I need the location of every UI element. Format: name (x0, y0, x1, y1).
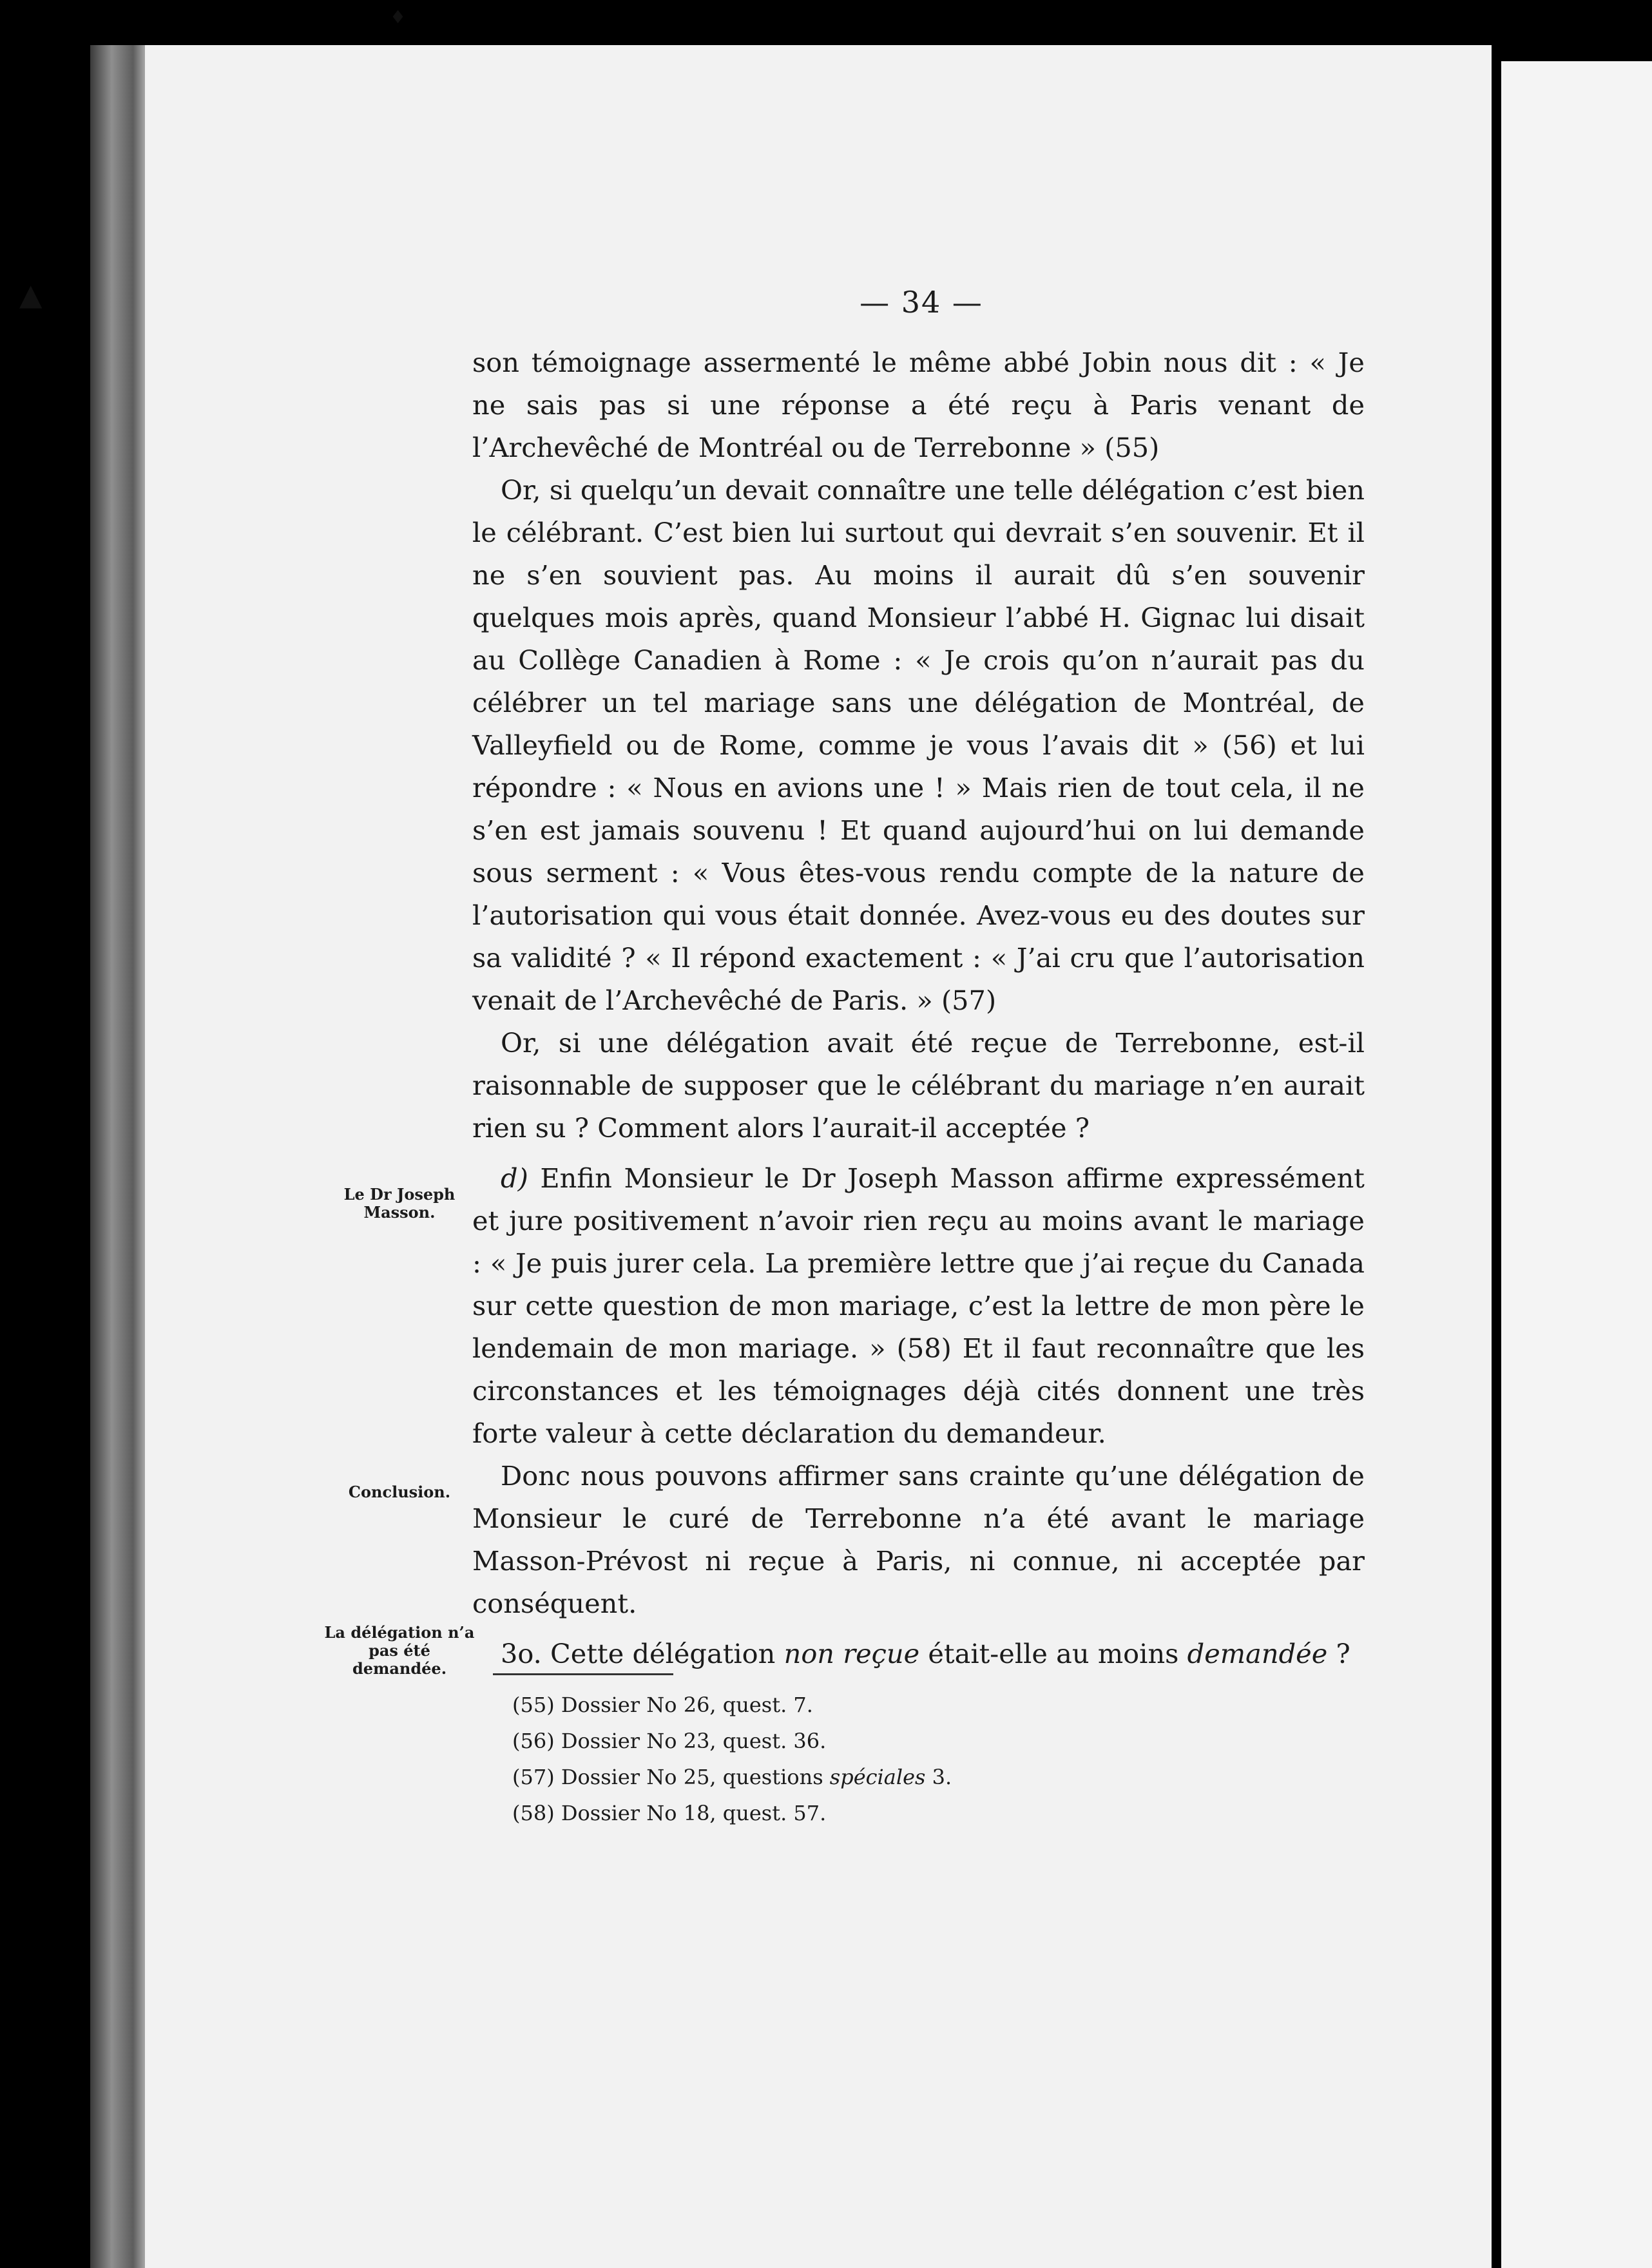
footnote: (56) Dossier No 23, quest. 36. (512, 1729, 827, 1753)
book-spine (90, 45, 151, 2268)
paragraph: 3o. Cette délégation non reçue était-elle au moins demandée ? (501, 1638, 1350, 1669)
stray-mark: ▲ (19, 277, 43, 312)
footnotes (512, 1687, 1092, 1831)
margin-note-masson: Le Dr Joseph Masson. (343, 1185, 456, 1222)
page-number: — 34 — (860, 285, 983, 320)
margin-note-conclusion: Conclusion. (348, 1483, 451, 1501)
paragraph (472, 1157, 1365, 1455)
paragraph: son témoignage assermenté le même abbé Jobin nous dit : « Je ne sais pas si une réponse a été reçu à Paris venant de l’Archevêché de Montréal ou de Terrebonne » (55) (472, 347, 1365, 463)
paragraph-text: Enfin Monsieur le Dr Joseph Masson affirme expressément et jure positivement n’avoir rien reçu au moins avant le mariage : « Je puis jurer cela. La première lettre que j’ai reçue du Canada sur cette question de mon mariage, c’est la lettre de mon père le lendemain de mon mariage. » (58) Et il faut reconnaître que les circonstances et les témoignages déjà cités donnent une très forte valeur à cette déclaration du demandeur. (472, 1162, 1365, 1449)
paragraph: Or, si quelqu’un devait connaître une telle délégation c’est bien le célébrant. C’est bien lui surtout qui devrait s’en souvenir. Et il ne s’en souvient pas. Au moins il aurait dû s’en souvenir quelques mois après, quand Monsieur l’abbé H. Gignac lui disait au Collège Canadien à Rome : « Je crois qu’on n’aurait pas du célébrer un tel mariage sans une délégation de Montréal, de Valleyfield ou de Rome, comme je vous l’avais dit » (56) et lui répondre : « Nous en avions une ! » Mais rien de tout cela, il ne s’en est jamais souvenu ! Et quand aujourd’hui on lui demande sous serment : « Vous êtes-vous rendu compte de la nature de l’autorisation qui vous était donnée. Avez-vous eu des doutes sur sa validité ? « Il répond exactement : « J’ai cru que l’autorisation venait de l’Archevêché de Paris. » (57) (472, 474, 1365, 1016)
footnote: (57) Dossier No 25, questions spéciales 3. (512, 1765, 952, 1789)
footnote-rule (493, 1673, 673, 1675)
paragraph: Donc nous pouvons affirmer sans crainte qu’une délégation de Monsieur le curé de Terrebonne n’a été avant le mariage Masson-Prévost ni reçue à Paris, ni connue, ni acceptée par conséquent. (472, 1460, 1365, 1619)
stray-mark: ♦ (390, 6, 407, 28)
footnote: (55) Dossier No 26, quest. 7. (512, 1693, 813, 1717)
facing-page (1501, 61, 1652, 2268)
margin-note-delegation: La délégation n’a pas été demandée. (324, 1623, 475, 1678)
footnote: (58) Dossier No 18, quest. 57. (512, 1801, 827, 1825)
body-text (472, 341, 1365, 1675)
section-label: d) (501, 1162, 528, 1194)
paragraph: Or, si une délégation avait été reçue de Terrebonne, est-il raisonnable de supposer que le célébrant du mariage n’en aurait rien su ? Comment alors l’aurait-il acceptée ? (472, 1027, 1365, 1144)
